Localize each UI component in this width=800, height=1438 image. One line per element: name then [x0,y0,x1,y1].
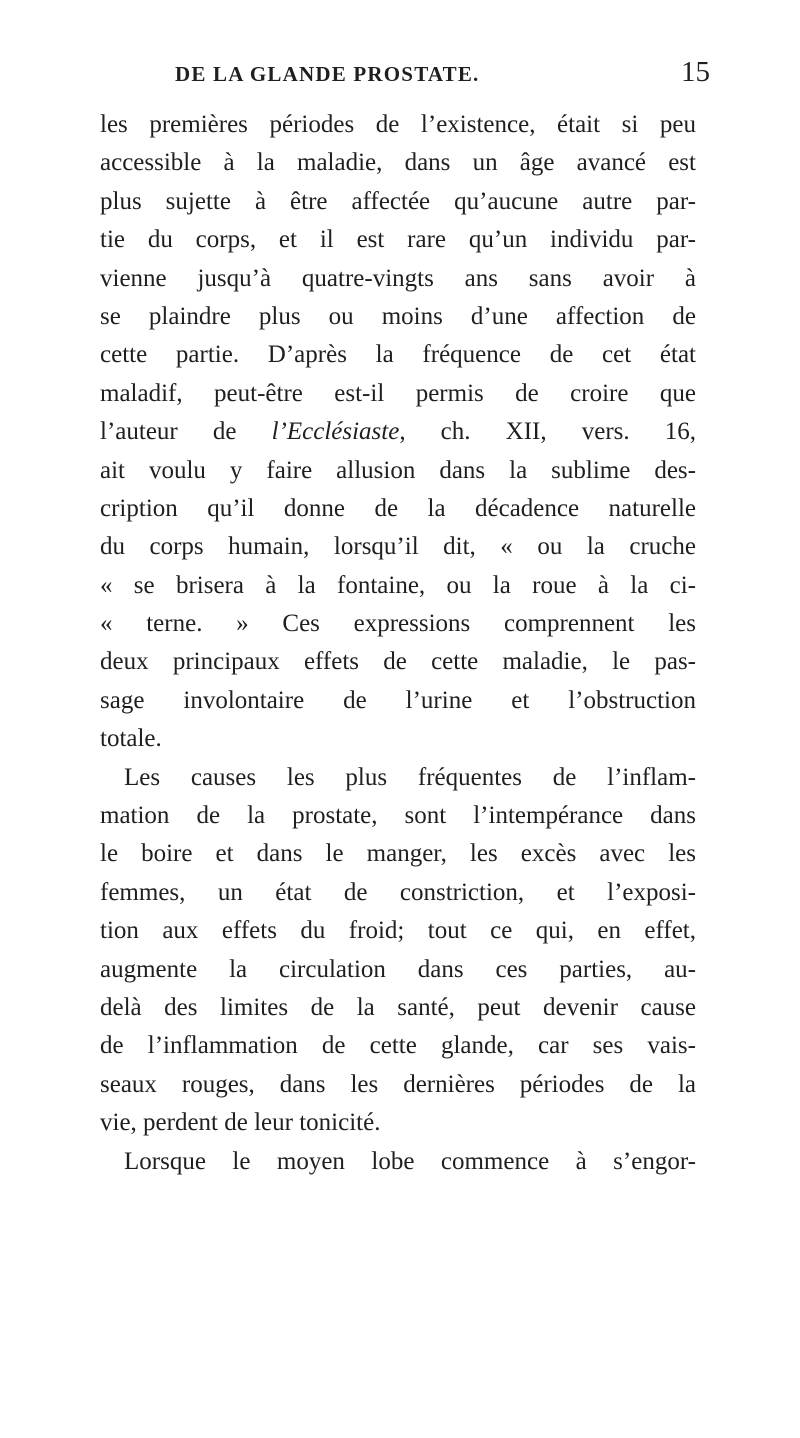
citation-reference: , ch. XII, vers. 16, [399,418,696,446]
text-line: deux principaux effets de cette maladie, le pas- [100,648,696,676]
text-line: cription qu’il donne de la décadence naturelle [100,494,696,522]
text-line: maladif, peut-être est-il permis de croire que [100,379,696,407]
paragraph-start: Les causes les plus fréquentes de l’inflam- [124,763,696,791]
text-line: tie du corps, et il est rare qu’un individu par- [100,226,696,254]
running-title: DE LA GLANDE PROSTATE. [175,62,480,86]
text-line: seaux rouges, dans les dernières périodes de la [100,1070,696,1098]
text-line: du corps humain, lorsqu’il dit, « ou la cruche [100,533,696,561]
text-line: mation de la prostate, sont l’intempérance dans [100,802,696,830]
text-line: « se brisera à la fontaine, ou la roue à la ci- [100,571,696,599]
text-line: delà des limites de la santé, peut devenir cause [100,993,696,1021]
text-line: cette partie. D’après la fréquence de cet état [100,341,696,369]
text-line: de l’inflammation de cette glande, car ses vais- [100,1032,696,1060]
text-line: vie, perdent de leur tonicité. [100,1109,381,1137]
page-number: 15 [681,56,710,88]
text-line: vienne jusqu’à quatre-vingts ans sans avoir à [100,264,696,292]
body-text [100,106,696,1181]
text-line: femmes, un état de constriction, et l’exposi- [100,878,696,906]
running-head [0,58,800,98]
paragraph-start: Lorsque le moyen lobe commence à s’engor- [124,1147,696,1175]
citation-prefix: l’auteur de [100,418,237,446]
text-line: le boire et dans le manger, les excès avec les [100,840,696,868]
text-line: augmente la circulation dans ces parties, au- [100,955,696,983]
text-line: tion aux effets du froid; tout ce qui, en effet, [100,917,696,945]
text-line: plus sujette à être affectée qu’aucune autre par- [100,187,696,215]
text-line: totale. [100,725,162,753]
text-line: ait voulu y faire allusion dans la sublime des- [100,456,696,484]
text-line-citation [100,413,696,451]
text-line: accessible à la maladie, dans un âge avancé est [100,149,696,177]
text-line: se plaindre plus ou moins d’une affection de [100,302,696,330]
text-line: les premières périodes de l’existence, était si peu [100,111,696,138]
text-line: « terne. » Ces expressions comprennent les [100,610,696,638]
book-title-ecclesiaste: l’Ecclésiaste [271,418,400,446]
text-line: sage involontaire de l’urine et l’obstruction [100,686,696,714]
